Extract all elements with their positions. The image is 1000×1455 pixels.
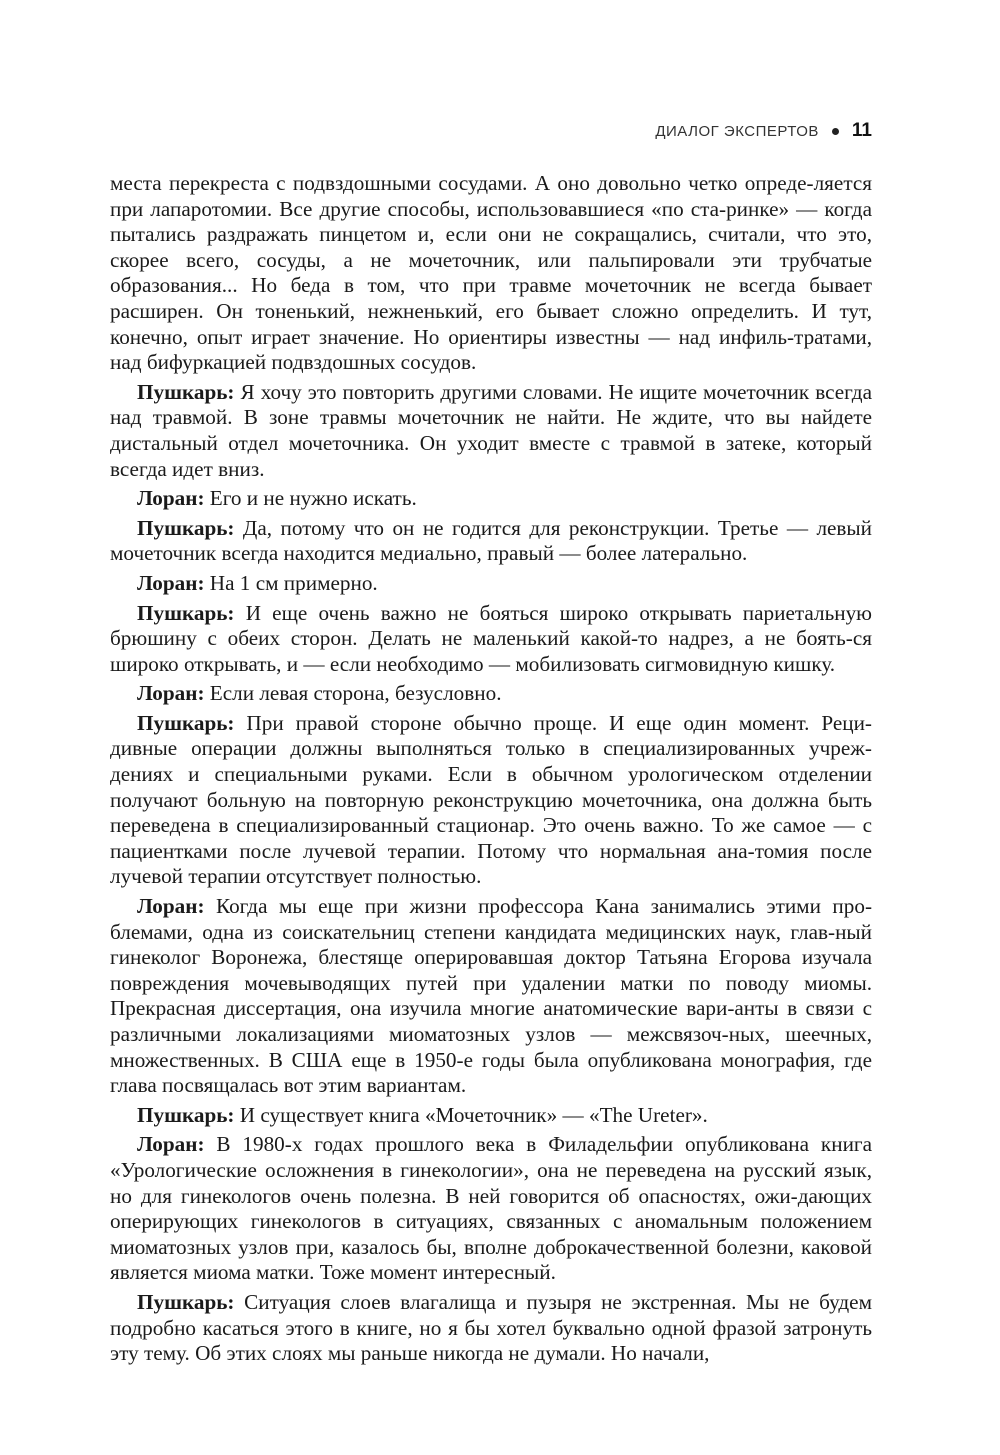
paragraph-text: Ситуация слоев влагалища и пузыря не экстренная. Мы не будем подробно касаться этого в книге, но я бы хотел буквально одной фразой затронуть эту тему. Об этих слоях мы раньше никогда не думали. Но начали, xyxy=(110,1289,872,1366)
speaker-name: Лоран: xyxy=(137,894,205,919)
paragraph-text: Если левая сторона, безусловно. xyxy=(204,681,502,706)
paragraph xyxy=(110,711,872,890)
running-header xyxy=(655,120,872,142)
paragraph-text: На 1 см примерно. xyxy=(204,570,378,595)
paragraph-text: При правой стороне обычно проще. И еще один момент. Реци-дивные операции должны выполняться только в специализированных учреж-дениях и специальными руками. Если в обычном урологическом отделении получают больную на повторную реконструкцию мочеточника, она должна быть переведена в специализированный стационар. Это очень важно. То же самое — с пациентками после лучевой терапии. Потому что нормальная ана-томия после лучевой терапии отсутствует полностью. xyxy=(110,710,872,889)
paragraph xyxy=(110,681,872,707)
speaker-name: Лоран: xyxy=(137,681,205,706)
paragraph-text: места перекреста с подвздошными сосудами. А оно довольно четко опреде-ляется при лапаротомии. Все другие способы, использовавшиеся «по ста-ринке» — когда пытались раздражать пинцетом и, если они не сокращались, считали, что это, скорее всего, сосуды, а не мочеточник, или пальпировали эти трубчатые образования... Но беда в том, что при травме мочеточник не всегда бывает расширен. Он тоненький, нежненький, его бывает сложно определить. И тут, конечно, опыт играет значение. Но ориентиры известны — над инфиль-тратами, над бифуркацией подвздошных сосудов. xyxy=(110,171,872,375)
paragraph-text: Да, потому что он не годится для реконструкции. Третье — левый мочеточник всегда находится медиально, правый — более латерально. xyxy=(110,515,872,566)
paragraph-text: Когда мы еще при жизни профессора Кана занимались этими про-блемами, одна из соискательниц степени кандидата медицинских наук, глав-ный гинеколог Воронежа, блестяще оперировавшая доктор Татьяна Егорова изучала повреждения мочевыводящих путей при удалении матки по поводу миомы. Прекрасная диссертация, она изучила многие анатомические вари-анты в связи с различными локализациями миоматозных узлов — межсвязоч-ных, шеечных, множественных. В США еще в 1950-е годы была опубликована монография, где глава посвящалась вот этим вариантам. xyxy=(110,894,872,1098)
paragraph xyxy=(110,571,872,597)
paragraph xyxy=(110,894,872,1099)
paragraph xyxy=(110,516,872,567)
paragraph xyxy=(110,601,872,678)
speaker-name: Пушкарь: xyxy=(137,600,235,625)
paragraph xyxy=(110,1132,872,1286)
paragraph-text: Я хочу это повторить другими словами. Не ищите мочеточник всегда над травмой. В зоне травмы мочеточник не найти. Не ждите, что вы найдете дистальный отдел мочеточника. Он уходит вместе с травмой в затеке, который всегда идет вниз. xyxy=(110,379,872,481)
paragraph xyxy=(110,171,872,376)
dialogue-text xyxy=(110,171,872,1367)
paragraph xyxy=(110,1103,872,1129)
page-number: 11 xyxy=(851,120,872,141)
running-title: ДИАЛОГ ЭКСПЕРТОВ xyxy=(655,122,819,140)
speaker-name: Лоран: xyxy=(137,570,205,595)
book-page xyxy=(110,0,872,1455)
speaker-name: Пушкарь: xyxy=(137,515,235,540)
speaker-name: Пушкарь: xyxy=(137,1102,235,1127)
paragraph xyxy=(110,486,872,512)
speaker-name: Лоран: xyxy=(137,1132,205,1157)
paragraph xyxy=(110,1290,872,1367)
paragraph-text: И еще очень важно не бояться широко открывать париетальную брюшину с обеих сторон. Делать не маленький какой-то надрез, а не боять-ся широко открывать, и — если необходимо — мобилизовать сигмовидную кишку. xyxy=(110,600,872,676)
paragraph-text: В 1980-х годах прошлого века в Филадельфии опубликована книга «Урологические осложнения в гинекологии», она не переведена на русский язык, но для гинекологов очень полезна. В ней говорится об опасностях, ожи-дающих оперирующих гинекологов в ситуациях, связанных с аномальным положением миоматозных узлов при, казалось бы, вполне доброкачественной болезни, каковой является миома матки. Тоже момент интересный. xyxy=(110,1132,872,1285)
speaker-name: Пушкарь: xyxy=(137,710,235,735)
speaker-name: Лоран: xyxy=(137,486,205,511)
paragraph-text: И существует книга «Мочеточник» — «The Ureter». xyxy=(234,1102,708,1127)
bullet-separator-icon xyxy=(832,128,839,135)
speaker-name: Пушкарь: xyxy=(137,379,235,404)
paragraph-text: Его и не нужно искать. xyxy=(204,486,417,511)
paragraph xyxy=(110,380,872,482)
speaker-name: Пушкарь: xyxy=(137,1289,235,1314)
